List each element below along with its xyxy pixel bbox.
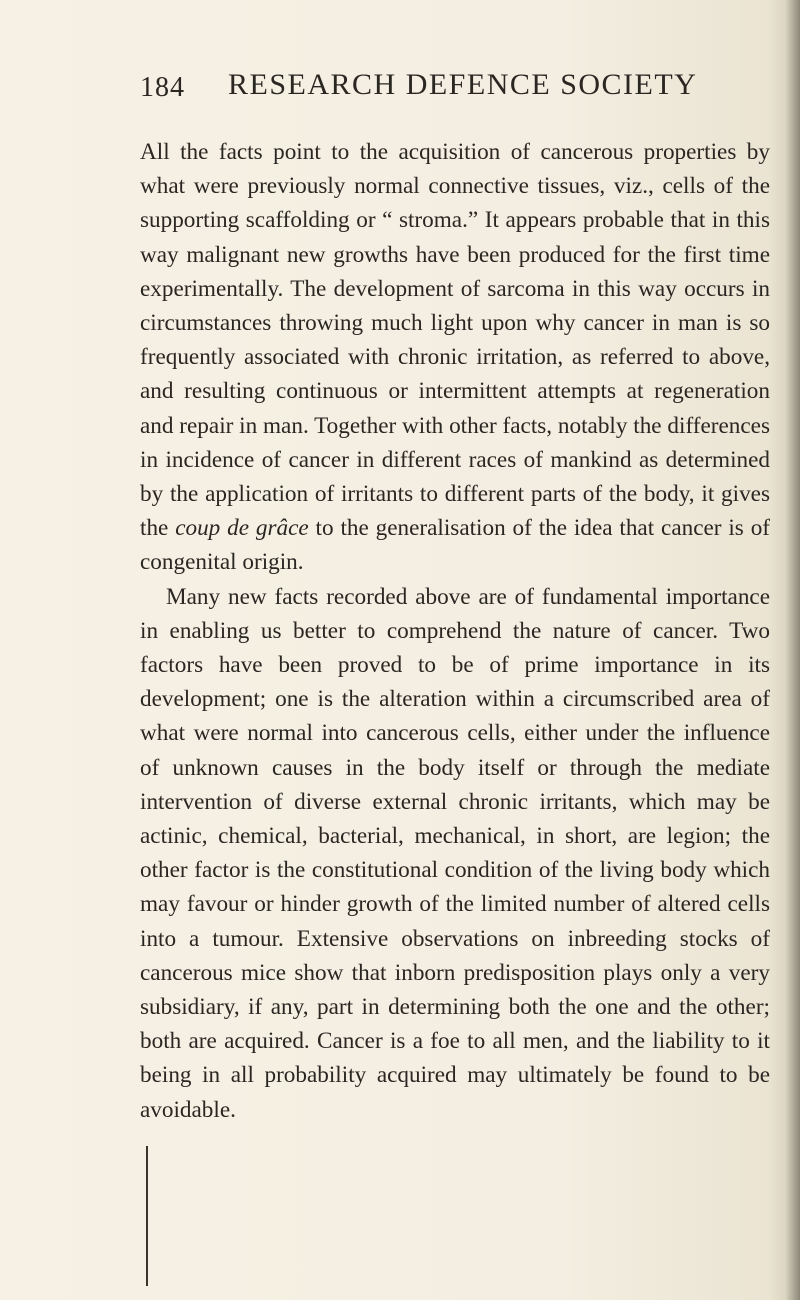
paragraph-1-text-a: All the facts point to the acquisition of cancerous properties by what were previously normal connective tissues, viz., cells of the supporting scaffolding or “ stroma.” It appears probable that in this way malignant new growths have been produced for the first time experimentally. The development of sarcoma in this way occurs in circumstances throwing much light upon why cancer in man is so frequently associated with chronic irritation, as referred to above, and resulting continuous or intermittent attempts at regeneration and repair in man. Together with other facts, notably the differences in incidence of cancer in different races of mankind as determined by the application of irritants to different parts of the body, it gives the xyxy=(140,139,770,542)
page-header xyxy=(140,68,740,108)
paragraph-1-text-b: to the generalisation of the idea that cancer is of congenital origin. xyxy=(140,515,771,576)
page-edge-shadow xyxy=(786,0,800,1300)
page-number: 184 xyxy=(140,72,185,103)
paragraph-1 xyxy=(140,135,770,580)
body-text xyxy=(140,135,770,1127)
italic-phrase: coup de grâce xyxy=(175,515,309,542)
paragraph-2: Many new facts recorded above are of fundamental importance in enabling us better to comprehend the nature of cancer. Two factors have been proved to be of prime importance in its development; one is the alteration within a circumscribed area of what were normal into cancerous cells, either under the influence of unknown causes in the body itself or through the mediate intervention of diverse external chronic irritants, which may be actinic, chemical, bacterial, mechanical, in short, are legion; the other factor is the constitutional condition of the living body which may favour or hinder growth of the limited number of altered cells into a tumour. Extensive observations on inbreeding stocks of cancerous mice show that inborn predisposition plays only a very subsidiary, if any, part in determining both the one and the other; both are acquired. Cancer is a foe to all men, and the liability to it being in all probability acquired may ultimately be found to be avoidable. xyxy=(140,583,770,1123)
running-head: RESEARCH DEFENCE SOCIETY xyxy=(228,68,698,101)
margin-pencil-line xyxy=(146,1146,148,1286)
